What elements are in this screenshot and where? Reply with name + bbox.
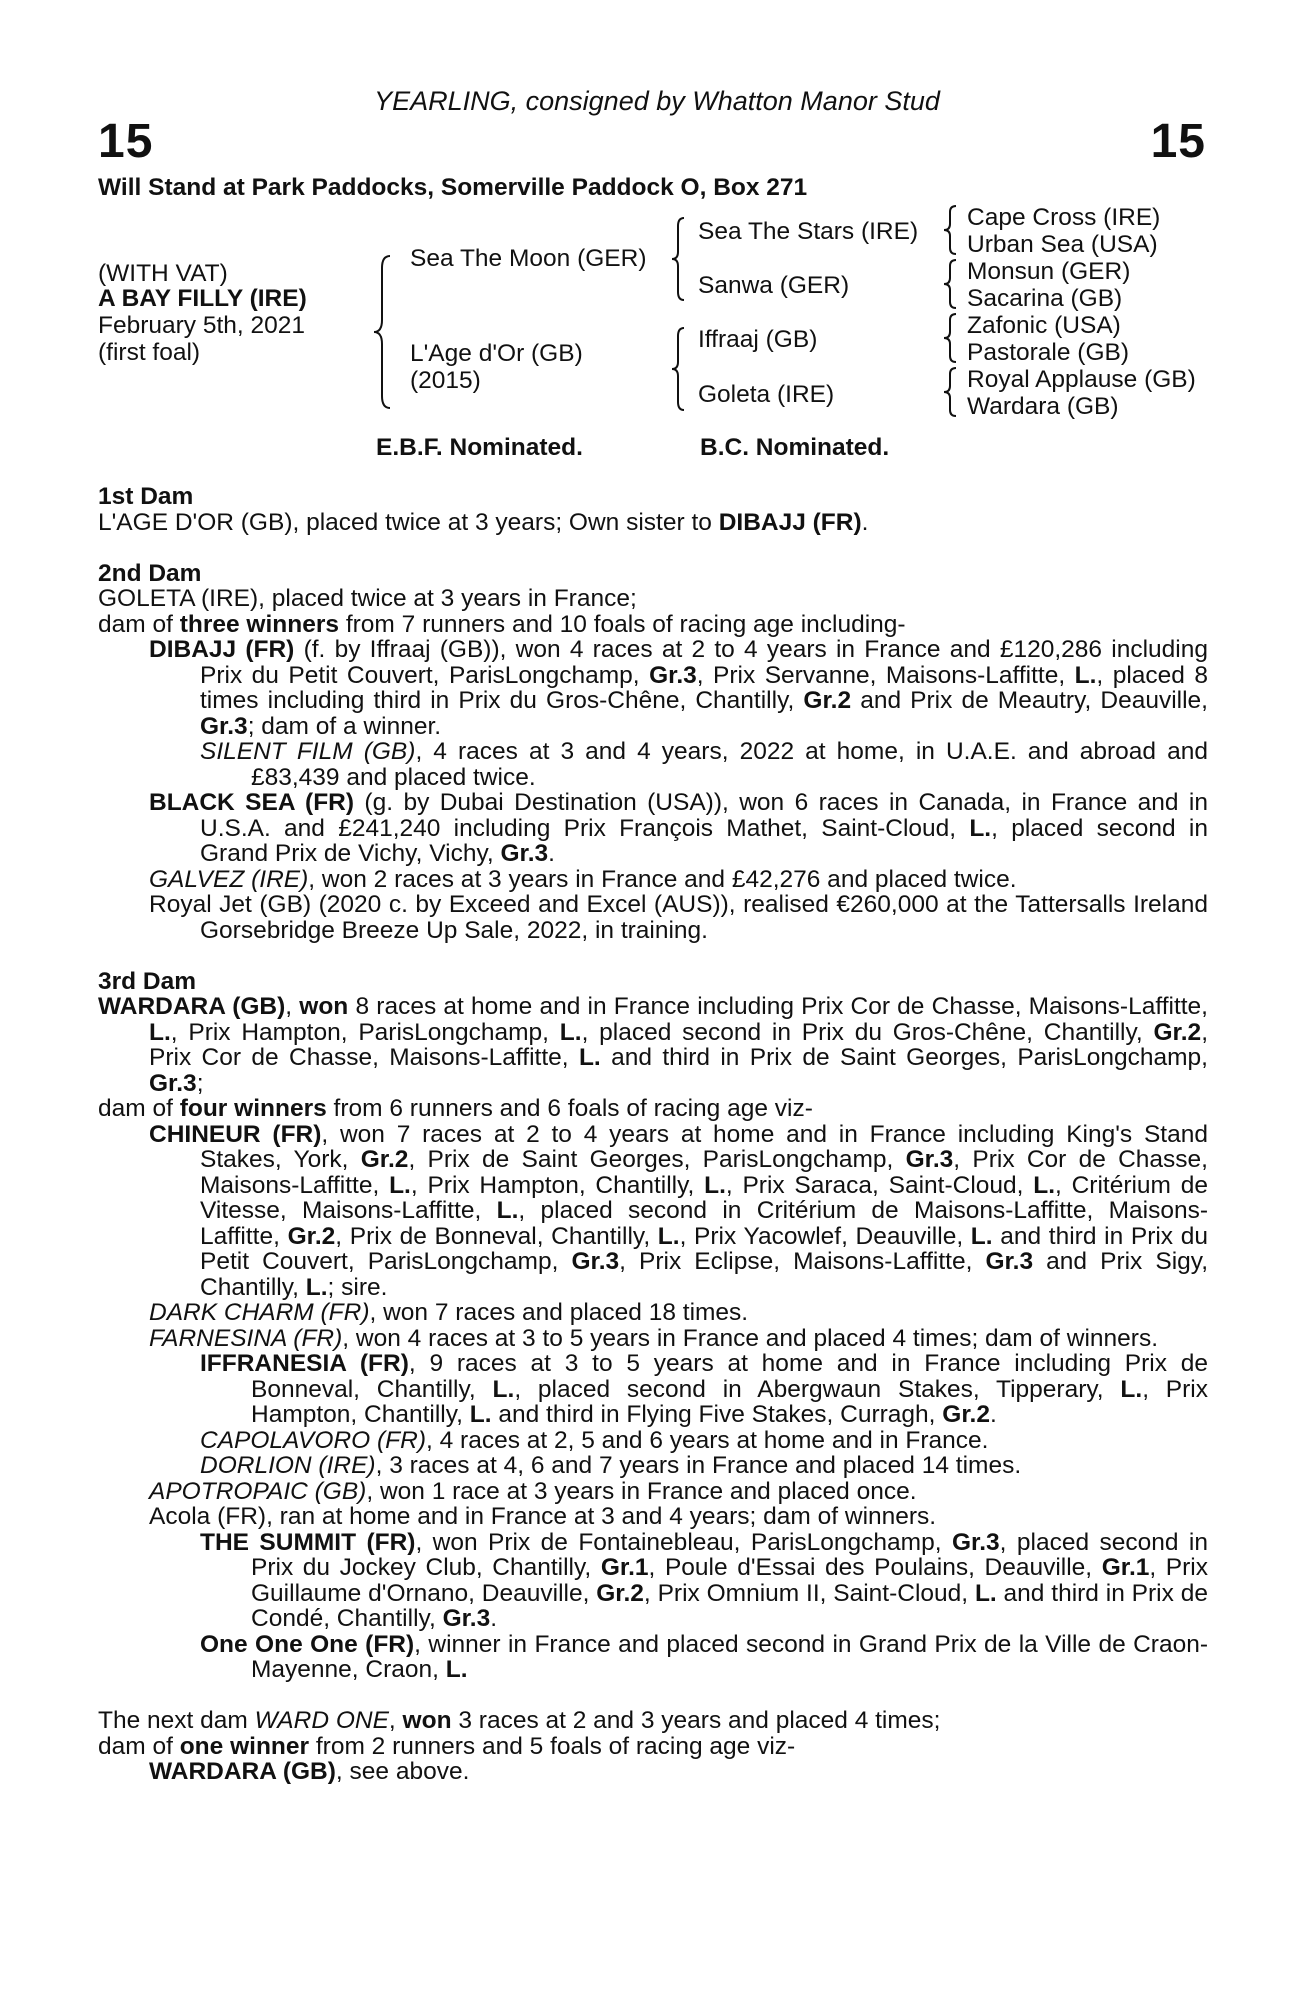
dam-sire: Iffraaj (GB) — [698, 326, 818, 353]
ebf-nominated: E.B.F. Nominated. — [376, 434, 583, 461]
dibajj-entry: DIBAJJ (FR) (f. by Iffraaj (GB)), won 4 races at 2 to 4 years in France and £120,286 including Prix du Petit Couvert, ParisLongchamp, Gr.3, Prix Servanne, Maisons-Laffitte, L., placed 8 times including third in Prix du Gros-Chêne, Chantilly, Gr.2 and Prix de Meautry, Deauville, Gr.3; dam of a winner. — [149, 636, 1208, 740]
vat-note: (WITH VAT) — [98, 260, 228, 287]
sire: Sea The Moon (GER) — [410, 245, 647, 272]
first-dam-text: L'AGE D'OR (GB), placed twice at 3 years; Own sister to DIBAJJ (FR). — [98, 508, 869, 536]
brace-dam — [670, 326, 686, 412]
first-dam-heading: 1st Dam — [98, 483, 194, 510]
galvez-entry: GALVEZ (IRE), won 2 races at 3 years in France and £42,276 and placed twice. — [149, 865, 1017, 893]
dam-year: (2015) — [410, 367, 481, 394]
lot-number-right: 15 — [1150, 115, 1206, 168]
iffranesia-entry: IFFRANESIA (FR), 9 races at 3 to 5 years at home and in France including Prix de Bonneval, Chantilly, L., placed second in Abergwaun Stakes, Tipperary, L., Prix Hampton, Chantilly, L. and third in Flying Five Stakes, Curragh, Gr.2. — [200, 1350, 1209, 1428]
brace-dd — [942, 366, 958, 418]
brace-sire — [670, 216, 686, 302]
ddd: Wardara (GB) — [967, 393, 1119, 420]
silent-film-entry: SILENT FILM (GB), 4 races at 3 and 4 years, 2022 at home, in U.A.E. and abroad and £83,439 and placed twice. — [200, 738, 1208, 791]
acola-entry: Acola (FR), ran at home and in France at 3 and 4 years; dam of winners. — [149, 1503, 937, 1530]
first-foal-note: (first foal) — [98, 339, 201, 366]
horse-name: A BAY FILLY (IRE) — [98, 285, 307, 312]
brace-ds — [942, 312, 958, 364]
black-sea-entry: BLACK SEA (FR) (g. by Dubai Destination (USA)), won 6 races in Canada, in France and in U.S.A. and £241,240 including Prix François Mathet, Saint-Cloud, L., placed second in Grand Prix de Vichy, Vichy, Gr.3. — [149, 789, 1208, 867]
dark-charm-entry: DARK CHARM (FR), won 7 races and placed 18 times. — [149, 1299, 749, 1326]
sire-sire: Sea The Stars (IRE) — [698, 218, 919, 245]
stand-location: Will Stand at Park Paddocks, Somerville Paddock O, Box 271 — [98, 174, 808, 201]
second-dam-line1: GOLETA (IRE), placed twice at 3 years in France; — [98, 585, 637, 612]
third-dam-heading: 3rd Dam — [98, 967, 197, 995]
catalogue-body — [98, 484, 1208, 1785]
dds: Royal Applause (GB) — [967, 366, 1196, 393]
dam-dam: Goleta (IRE) — [698, 381, 835, 408]
sss: Cape Cross (IRE) — [967, 204, 1161, 231]
dss: Zafonic (USA) — [967, 312, 1121, 339]
sire-dam: Sanwa (GER) — [698, 272, 850, 299]
second-dam-line2: dam of three winners from 7 runners and 10 foals of racing age including- — [98, 610, 906, 638]
royal-jet-entry: Royal Jet (GB) (2020 c. by Exceed and Excel (AUS)), realised €260,000 at the Tattersalls Ireland Gorsebridge Breeze Up Sale, 2022, in training. — [149, 891, 1208, 944]
next-dam-line1: The next dam WARD ONE, won 3 races at 2 and 3 years and placed 4 times; — [98, 1707, 941, 1734]
ssd: Urban Sea (USA) — [967, 231, 1158, 258]
sds: Monsun (GER) — [967, 258, 1131, 285]
wardara-entry: WARDARA (GB), won 8 races at home and in France including Prix Cor de Chasse, Maisons-Laffitte, L., Prix Hampton, ParisLongchamp, L., placed second in Prix du Gros-Chêne, Chantilly, Gr.2, Prix Cor de Chasse, Maisons-Laffitte, L. and third in Prix de Saint Georges, ParisLongchamp, Gr.3; — [98, 993, 1208, 1097]
brace-sd — [942, 258, 958, 310]
capolavoro-entry: CAPOLAVORO (FR), 4 races at 2, 5 and 6 years at home and in France. — [200, 1426, 989, 1454]
chineur-entry: CHINEUR (FR), won 7 races at 2 to 4 years at home and in France including King's Stand Stakes, York, Gr.2, Prix de Saint Georges, ParisLongchamp, Gr.3, Prix Cor de Chasse, Maisons-Laffitte, L., Prix Hampton, Chantilly, L., Prix Saraca, Saint-Cloud, L., Critérium de Vitesse, Maisons-Laffitte, L., placed second in Critérium de Maisons-Laffitte, Maisons-Laffitte, Gr.2, Prix de Bonneval, Chantilly, L., Prix Yacowlef, Deauville, L. and third in Prix du Petit Couvert, ParisLongchamp, Gr.3, Prix Eclipse, Maisons-Laffitte, Gr.3 and Prix Sigy, Chantilly, L.; sire. — [149, 1120, 1209, 1301]
one-one-one-entry: One One One (FR), winner in France and placed second in Grand Prix de la Ville de Craon-Mayenne, Craon, L. — [200, 1630, 1209, 1683]
brace-main — [372, 254, 392, 410]
bc-nominated: B.C. Nominated. — [700, 434, 890, 461]
next-dam-line2: dam of one winner from 2 runners and 5 foals of racing age viz- — [98, 1732, 796, 1760]
the-summit-entry: THE SUMMIT (FR), won Prix de Fontainebleau, ParisLongchamp, Gr.3, placed second in Prix du Jockey Club, Chantilly, Gr.1, Poule d'Essai des Poulains, Deauville, Gr.1, Prix Guillaume d'Ornano, Deauville, Gr.2, Prix Omnium II, Saint-Cloud, L. and third in Prix de Condé, Chantilly, Gr.3. — [200, 1528, 1208, 1632]
second-dam-heading: 2nd Dam — [98, 559, 202, 587]
consignment-line: YEARLING, consigned by Whatton Manor Stud — [374, 86, 940, 116]
lot-number-left: 15 — [98, 115, 154, 168]
foaling-date: February 5th, 2021 — [98, 312, 306, 339]
apotropaic-entry: APOTROPAIC (GB), won 1 race at 3 years in France and placed once. — [149, 1477, 917, 1505]
dorlion-entry: DORLION (IRE), 3 races at 4, 6 and 7 years in France and placed 14 times. — [200, 1452, 1022, 1479]
next-dam-wardara: WARDARA (GB), see above. — [149, 1758, 470, 1785]
sdd: Sacarina (GB) — [967, 285, 1123, 312]
brace-ss — [942, 204, 958, 256]
farnesina-entry: FARNESINA (FR), won 4 races at 3 to 5 years in France and placed 4 times; dam of winners. — [149, 1324, 1158, 1352]
wardara-dam-of: dam of four winners from 6 runners and 6 foals of racing age viz- — [98, 1095, 813, 1122]
dam: L'Age d'Or (GB) — [410, 340, 583, 367]
dsd: Pastorale (GB) — [967, 339, 1130, 366]
